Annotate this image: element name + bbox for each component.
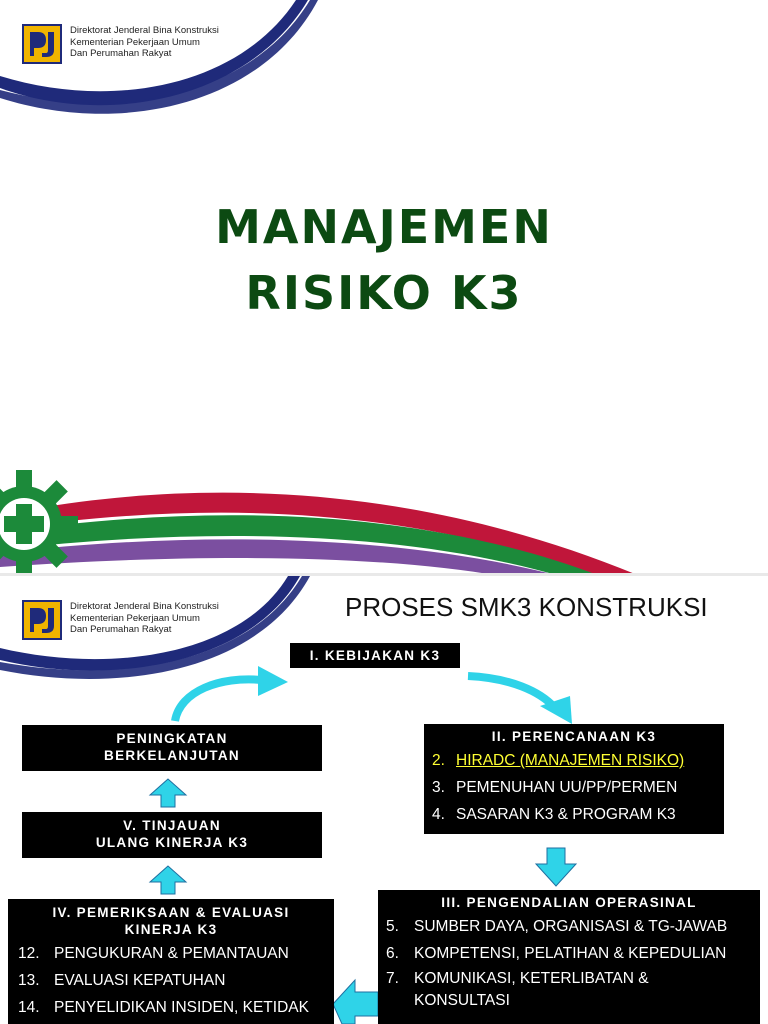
box-tinjauan-line-2: ULANG KINERJA K3 bbox=[95, 835, 249, 850]
item-text: EVALUASI KEPATUHAN bbox=[54, 972, 226, 989]
item-text: KOMPETENSI, PELATIHAN & KEPEDULIAN bbox=[414, 945, 727, 962]
slide-process bbox=[0, 576, 768, 1024]
box-kebijakan-label: I. KEBIJAKAN K3 bbox=[309, 648, 441, 663]
item-text: PEMENUHAN UU/PP/PERMEN bbox=[456, 779, 678, 796]
item-text: KONSULTASI bbox=[414, 992, 510, 1009]
box-pengendalian bbox=[378, 890, 760, 1024]
title-line-1: MANAJEMEN bbox=[215, 200, 553, 254]
arrow-right-curve bbox=[468, 676, 555, 708]
box-pemeriksaan-line-2: KINERJA K3 bbox=[124, 922, 218, 937]
title-line-2: RISIKO K3 bbox=[245, 266, 523, 320]
item-number: 12. bbox=[18, 945, 40, 962]
list-item bbox=[432, 774, 724, 801]
list-item bbox=[432, 747, 724, 774]
box-perencanaan bbox=[424, 724, 724, 834]
box-tinjauan-line-1: V. TINJAUAN bbox=[123, 818, 221, 833]
org-line-3: Dan Perumahan Rakyat bbox=[70, 48, 172, 59]
box-peningkatan-line-1: PENINGKATAN bbox=[116, 731, 228, 746]
arrow-left-block bbox=[333, 980, 378, 1024]
box-pemeriksaan-line-1: IV. PEMERIKSAAN & EVALUASI bbox=[52, 905, 290, 920]
arrow-down bbox=[536, 848, 576, 886]
org-line-2: Kementerian Pekerjaan Umum bbox=[70, 36, 200, 48]
arrow-up-1 bbox=[150, 779, 186, 807]
footer-ribbons bbox=[0, 455, 768, 576]
item-number: 6. bbox=[386, 945, 399, 962]
item-text: SUMBER DAYA, ORGANISASI & TG-JAWAB bbox=[414, 918, 728, 935]
item-text-hiradc[interactable]: HIRADC (MANAJEMEN RISIKO) bbox=[456, 752, 685, 769]
box-perencanaan-label: II. PERENCANAAN K3 bbox=[491, 729, 657, 744]
list-item bbox=[432, 801, 724, 828]
arrow-left-curve bbox=[175, 679, 262, 721]
item-number: 2. bbox=[432, 752, 445, 769]
item-text: SASARAN K3 & PROGRAM K3 bbox=[456, 806, 676, 823]
org-line-2: Kementerian Pekerjaan Umum bbox=[70, 612, 200, 624]
gear-plus-icon bbox=[0, 466, 82, 576]
item-text: PENGUKURAN & PEMANTAUAN bbox=[54, 945, 289, 962]
org-line-3: Dan Perumahan Rakyat bbox=[70, 624, 172, 635]
item-number: 3. bbox=[432, 779, 445, 796]
box-pemeriksaan bbox=[8, 899, 334, 1024]
box-peningkatan bbox=[22, 725, 322, 771]
pemeriksaan-list bbox=[18, 940, 334, 1021]
item-number: 13. bbox=[18, 972, 40, 989]
box-pengendalian-label: III. PENGENDALIAN OPERASINAL bbox=[441, 895, 697, 910]
item-number: 14. bbox=[18, 999, 40, 1016]
pu-logo-icon bbox=[22, 24, 62, 64]
item-number: 5. bbox=[386, 918, 399, 935]
page-title bbox=[0, 194, 768, 326]
item-number: 4. bbox=[432, 806, 445, 823]
list-item bbox=[18, 967, 334, 994]
list-item bbox=[18, 940, 334, 967]
org-name bbox=[70, 25, 219, 60]
list-item bbox=[386, 967, 760, 991]
perencanaan-list bbox=[432, 747, 724, 828]
item-text: PENYELIDIKAN INSIDEN, KETIDAK bbox=[54, 999, 309, 1016]
list-item bbox=[386, 991, 760, 1011]
box-peningkatan-line-2: BERKELANJUTAN bbox=[104, 748, 240, 763]
arrow-left-head bbox=[258, 666, 288, 696]
pengendalian-list bbox=[386, 913, 760, 1011]
list-item bbox=[18, 994, 334, 1021]
org-line-1: Direktorat Jenderal Bina Konstruksi bbox=[70, 25, 219, 36]
header-swoosh bbox=[0, 0, 768, 140]
list-item bbox=[386, 940, 760, 967]
item-number: 7. bbox=[386, 970, 399, 987]
item-text: KOMUNIKASI, KETERLIBATAN & bbox=[414, 970, 649, 987]
org-line-1: Direktorat Jenderal Bina Konstruksi bbox=[70, 601, 219, 612]
box-kebijakan bbox=[290, 643, 460, 668]
arrow-up-2 bbox=[150, 866, 186, 894]
process-heading: PROSES SMK3 KONSTRUKSI bbox=[345, 592, 708, 622]
list-item bbox=[386, 913, 760, 940]
box-tinjauan bbox=[22, 812, 322, 858]
